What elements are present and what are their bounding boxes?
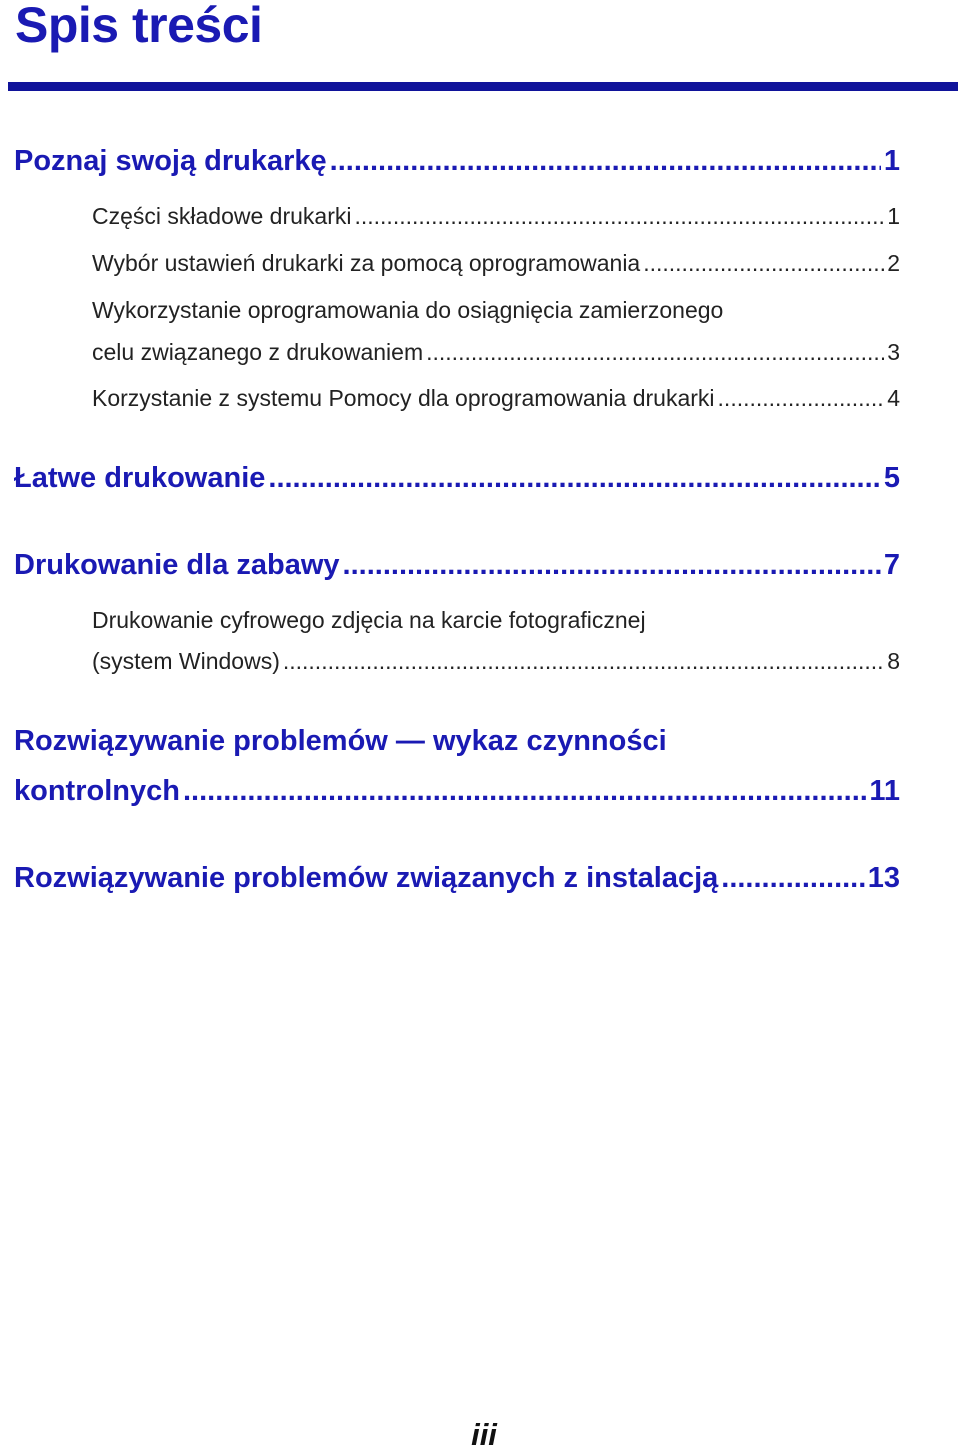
toc-entry-label: Korzystanie z systemu Pomocy dla oprogramowania drukarki — [92, 385, 715, 411]
toc-page-number: 13 — [867, 862, 900, 894]
toc-entry-label: kontrolnych — [14, 775, 180, 807]
toc-entry-label: Wybór ustawień drukarki za pomocą oprogramowania — [92, 250, 641, 276]
toc-page-number: 2 — [887, 250, 900, 276]
toc-page-number: 1 — [887, 203, 900, 229]
toc-entry-label: Łatwe drukowanie — [14, 462, 266, 494]
toc-page-number: 1 — [883, 145, 900, 177]
dot-leader — [343, 549, 881, 582]
dot-leader — [721, 862, 864, 895]
toc-entry-section-4-line1[interactable]: Rozwiązywanie problemów — wykaz czynności — [14, 725, 667, 757]
dot-leader — [718, 385, 885, 412]
dot-leader — [268, 462, 880, 495]
toc-entry-label: Drukowanie dla zabawy — [14, 549, 340, 581]
toc-entry-label: Rozwiązywanie problemów związanych z instalacją — [14, 862, 719, 894]
toc-entry-section-3[interactable] — [14, 549, 900, 582]
toc-entry-1-3[interactable] — [92, 339, 900, 366]
toc-page-number: 7 — [883, 549, 900, 581]
toc-entry-1-4[interactable] — [92, 385, 900, 412]
toc-page-number: 5 — [883, 462, 900, 494]
dot-leader — [283, 648, 884, 675]
toc-entry-label: Poznaj swoją drukarkę — [14, 145, 327, 177]
toc-entry-label: celu związanego z drukowaniem — [92, 339, 424, 365]
dot-leader — [183, 775, 866, 808]
toc-entry-1-2[interactable] — [92, 250, 900, 277]
toc-page-number: 3 — [887, 339, 900, 365]
toc-entry-section-2[interactable] — [14, 462, 900, 495]
toc-page-number: 4 — [887, 385, 900, 411]
toc-entry-3-1-line1[interactable]: Drukowanie cyfrowego zdjęcia na karcie fotograficznej — [92, 607, 646, 633]
dot-leader — [426, 339, 884, 366]
dot-leader — [354, 203, 884, 230]
toc-entry-1-1[interactable] — [92, 203, 900, 230]
page-folio: iii — [471, 1417, 497, 1452]
page-title: Spis treści — [15, 0, 263, 53]
toc-entry-label: (system Windows) — [92, 648, 280, 674]
toc-entry-1-3-line1[interactable]: Wykorzystanie oprogramowania do osiągnięcia zamierzonego — [92, 297, 724, 323]
toc-entry-section-1[interactable] — [14, 145, 900, 178]
toc-page-number: 11 — [869, 775, 900, 807]
title-rule — [8, 82, 958, 91]
toc-entry-3-1[interactable] — [92, 648, 900, 675]
toc-entry-section-5[interactable] — [14, 862, 900, 895]
toc-page-number: 8 — [887, 648, 900, 674]
toc-entry-section-4[interactable] — [14, 775, 900, 808]
dot-leader — [330, 145, 881, 178]
toc-entry-label: Części składowe drukarki — [92, 203, 352, 229]
dot-leader — [643, 250, 884, 277]
